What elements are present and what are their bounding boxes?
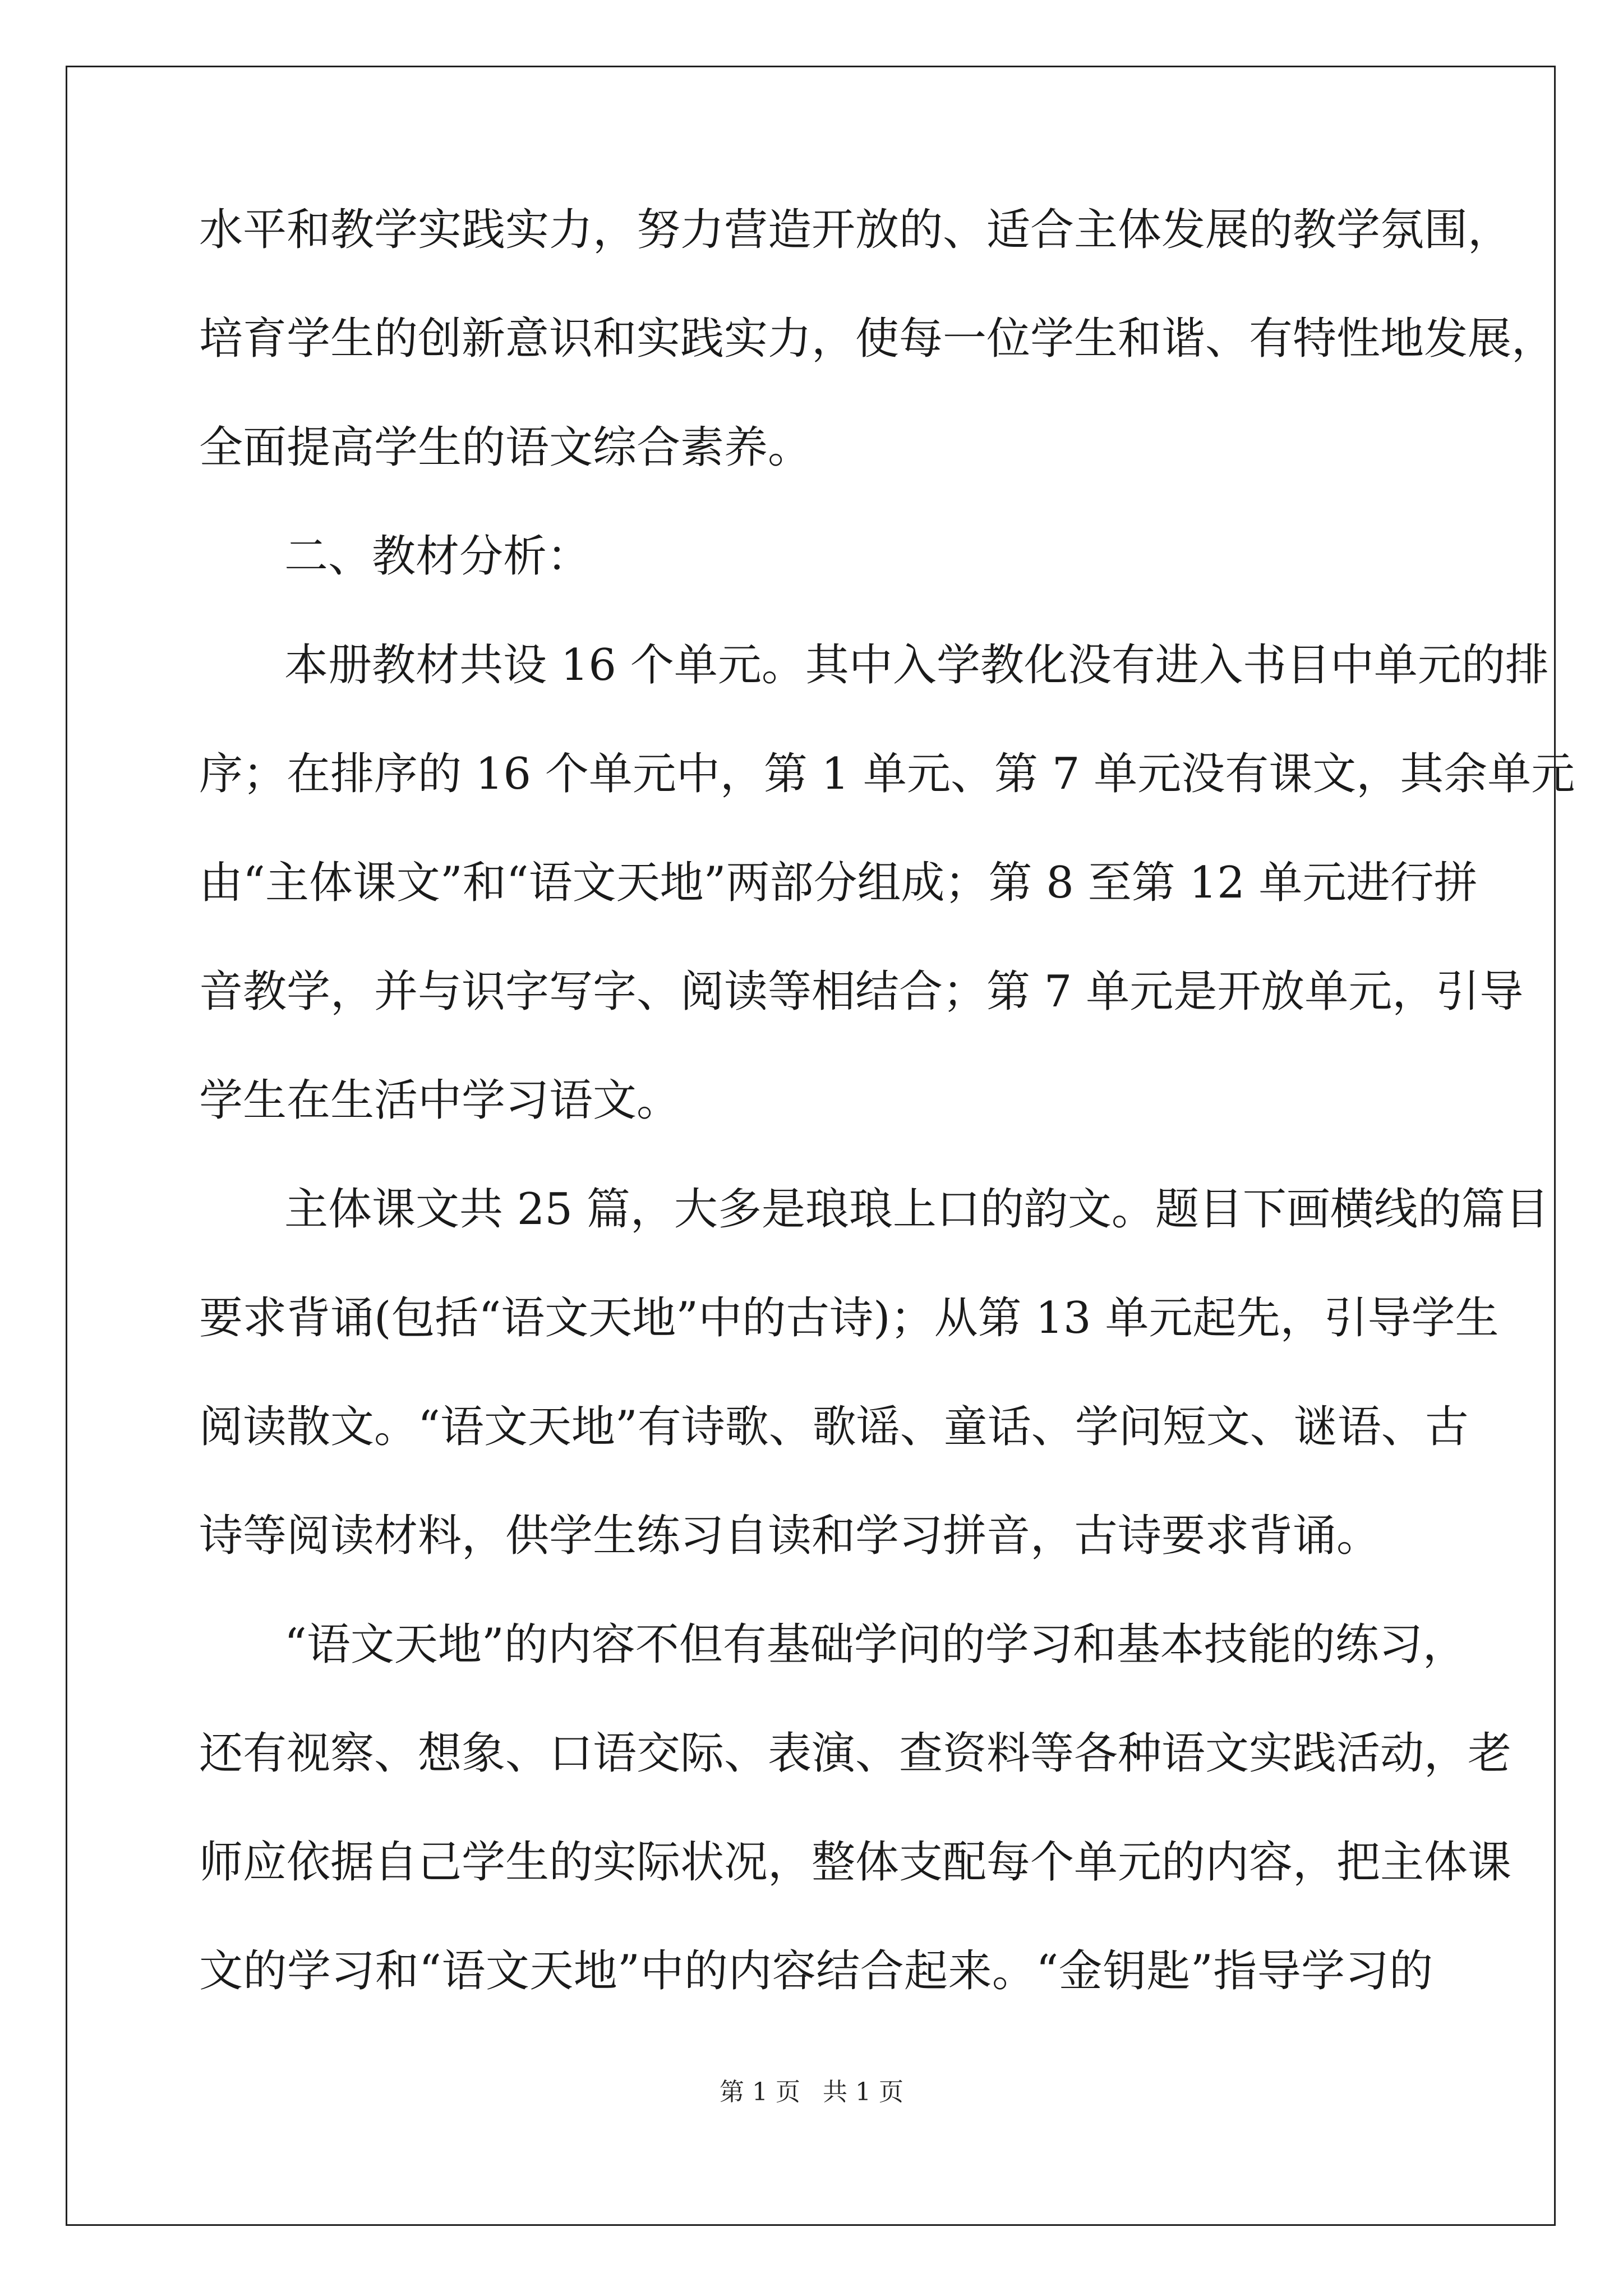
text-line: 水平和教学实践实力，努力营造开放的、适合主体发展的教学氛围， xyxy=(199,205,1512,255)
page-number: 第 1 页 xyxy=(720,2078,800,2106)
text-line: 学生在生活中学习语文。 xyxy=(199,1075,681,1126)
text-line: 要求背诵(包括“语文天地”中的古诗)；从第 13 单元起先，引导学生 xyxy=(199,1293,1499,1343)
page-footer xyxy=(0,2076,1623,2109)
text-line: 文的学习和“语文天地”中的内容结合起来。“金钥匙”指导学习的 xyxy=(199,1946,1433,1996)
text-line: 还有视察、想象、口语交际、表演、查资料等各种语文实践活动，老 xyxy=(199,1728,1512,1779)
text-line: 主体课文共 25 篇，大多是琅琅上口的韵文。题目下画横线的篇目 xyxy=(284,1184,1549,1235)
text-line: 全面提高学生的语文综合素养。 xyxy=(199,422,812,473)
text-line: 阅读散文。“语文天地”有诗歌、歌谣、童话、学问短文、谜语、古 xyxy=(199,1402,1469,1452)
text-line: 本册教材共设 16 个单元。其中入学教化没有进入书目中单元的排 xyxy=(284,640,1549,691)
document-body xyxy=(199,202,1575,2052)
page-total: 共 1 页 xyxy=(823,2078,903,2106)
text-line: 师应依据自己学生的实际状况，整体支配每个单元的内容，把主体课 xyxy=(199,1837,1512,1888)
text-line: 培育学生的创新意识和实践实力，使每一位学生和谐、有特性地发展， xyxy=(199,314,1556,364)
text-line: “语文天地”的内容不但有基础学问的学习和基本技能的练习， xyxy=(284,1619,1467,1670)
text-line: 音教学，并与识字写字、阅读等相结合；第 7 单元是开放单元，引导 xyxy=(199,967,1524,1017)
section-heading: 二、教材分析： xyxy=(284,531,591,582)
text-line: 诗等阅读材料，供学生练习自读和学习拼音，古诗要求背诵。 xyxy=(199,1511,1381,1561)
text-line: 序；在排序的 16 个单元中，第 1 单元、第 7 单元没有课文，其余单元 xyxy=(199,749,1575,799)
text-line: 由“主体课文”和“语文天地”两部分组成；第 8 至第 12 单元进行拼 xyxy=(199,858,1478,908)
